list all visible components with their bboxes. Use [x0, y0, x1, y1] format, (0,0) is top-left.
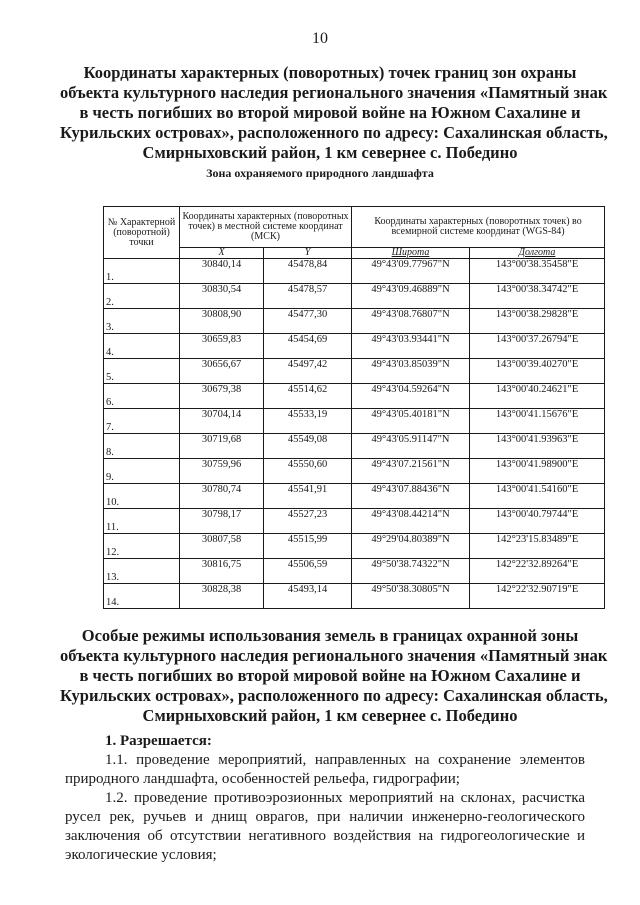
longitude-cell: 143°00'40.79744"E — [470, 509, 605, 534]
point-number-cell: 4. — [104, 334, 180, 359]
y-cell: 45497,42 — [264, 359, 352, 384]
latitude-cell: 49°43'05.91147"N — [352, 434, 470, 459]
document-heading — [60, 63, 608, 163]
header-y: Y — [264, 248, 352, 259]
point-number-cell: 11. — [104, 509, 180, 534]
header-msk-coordinates: Координаты характерных (поворотных точек) в местной системе координат (МСК) — [180, 207, 352, 248]
point-number-cell: 6. — [104, 384, 180, 409]
y-cell: 45514,62 — [264, 384, 352, 409]
point-number-cell: 5. — [104, 359, 180, 384]
y-cell: 45541,91 — [264, 484, 352, 509]
x-cell: 30656,67 — [180, 359, 264, 384]
point-number-cell: 1. — [104, 259, 180, 284]
latitude-cell: 49°43'07.88436"N — [352, 484, 470, 509]
longitude-cell: 143°00'41.98900"E — [470, 459, 605, 484]
section-item: 1.1. проведение мероприятий, направленных на сохранение элементов природного ландшафта, особенностей рельефа, гидрографии; — [65, 752, 585, 787]
heading-line: Особые режимы использования земель в границах охранной зоны — [81, 626, 579, 645]
table-row — [104, 584, 605, 609]
point-number-cell: 3. — [104, 309, 180, 334]
permitted-section — [65, 732, 585, 865]
heading-line: Смирныховский район, 1 км севернее с. Победино — [142, 706, 518, 725]
x-cell: 30828,38 — [180, 584, 264, 609]
longitude-cell: 143°00'41.93963"E — [470, 434, 605, 459]
table-row — [104, 359, 605, 384]
latitude-cell: 49°29'04.80389"N — [352, 534, 470, 559]
heading-line: Курильских островах», расположенного по адресу: Сахалинская область, — [60, 686, 608, 705]
section-title: 1. Разрешается: — [105, 733, 212, 749]
heading-line: Смирныховский район, 1 км севернее с. Победино — [142, 143, 518, 162]
table-row — [104, 259, 605, 284]
latitude-cell: 49°43'03.93441"N — [352, 334, 470, 359]
x-cell: 30830,54 — [180, 284, 264, 309]
table-row — [104, 534, 605, 559]
table-row — [104, 484, 605, 509]
point-number-cell: 13. — [104, 559, 180, 584]
heading-line: объекта культурного наследия регионального значения «Памятный знак — [60, 83, 608, 102]
x-cell: 30816,75 — [180, 559, 264, 584]
y-cell: 45506,59 — [264, 559, 352, 584]
x-cell: 30759,96 — [180, 459, 264, 484]
latitude-cell: 49°43'08.44214"N — [352, 509, 470, 534]
heading-line: в честь погибших во второй мировой войне на Южном Сахалине и — [79, 103, 581, 122]
latitude-cell: 49°43'03.85039"N — [352, 359, 470, 384]
table-row — [104, 409, 605, 434]
header-wgs-coordinates: Координаты характерных (поворотных точек) во всемирной системе координат (WGS-84) — [352, 207, 605, 248]
y-cell: 45550,60 — [264, 459, 352, 484]
table-row — [104, 384, 605, 409]
x-cell: 30798,17 — [180, 509, 264, 534]
table-row — [104, 334, 605, 359]
longitude-cell: 143°00'39.40270"E — [470, 359, 605, 384]
point-number-cell: 9. — [104, 459, 180, 484]
zone-title: Зона охраняемого природного ландшафта — [206, 166, 434, 180]
latitude-cell: 49°43'07.21561"N — [352, 459, 470, 484]
longitude-cell: 143°00'41.15676"E — [470, 409, 605, 434]
point-number-cell: 2. — [104, 284, 180, 309]
x-cell: 30704,14 — [180, 409, 264, 434]
point-number-cell: 7. — [104, 409, 180, 434]
longitude-cell: 143°00'38.29828"E — [470, 309, 605, 334]
heading-line: в честь погибших во второй мировой войне на Южном Сахалине и — [79, 666, 581, 685]
latitude-cell: 49°43'09.46889"N — [352, 284, 470, 309]
header-latitude: Широта — [352, 248, 470, 259]
latitude-cell: 49°43'09.77967"N — [352, 259, 470, 284]
section-heading — [60, 626, 608, 726]
y-cell: 45527,23 — [264, 509, 352, 534]
point-number-cell: 8. — [104, 434, 180, 459]
table-row — [104, 509, 605, 534]
page-number: 10 — [312, 30, 328, 47]
latitude-cell: 49°43'04.59264"N — [352, 384, 470, 409]
x-cell: 30679,38 — [180, 384, 264, 409]
longitude-cell: 142°22'32.89264"E — [470, 559, 605, 584]
coordinates-table — [103, 206, 605, 609]
longitude-cell: 143°00'37.26794"E — [470, 334, 605, 359]
longitude-cell: 142°23'15.83489"E — [470, 534, 605, 559]
heading-line: Координаты характерных (поворотных) точек границ зон охраны — [83, 63, 577, 82]
table-row — [104, 284, 605, 309]
y-cell: 45515,99 — [264, 534, 352, 559]
section-item: 1.2. проведение противоэрозионных мероприятий на склонах, расчистка русел рек, ручьев и днищ оврагов, при наличии инженерно-геологического заключения об отсутствии негативного воздействия на гидрогеологические и экологические условия; — [65, 790, 585, 863]
y-cell: 45478,57 — [264, 284, 352, 309]
header-x: X — [180, 248, 264, 259]
table-row — [104, 309, 605, 334]
longitude-cell: 143°00'41.54160"E — [470, 484, 605, 509]
longitude-cell: 143°00'38.35458"E — [470, 259, 605, 284]
latitude-cell: 49°43'08.76807"N — [352, 309, 470, 334]
longitude-cell: 143°00'40.24621"E — [470, 384, 605, 409]
y-cell: 45493,14 — [264, 584, 352, 609]
x-cell: 30659,83 — [180, 334, 264, 359]
x-cell: 30807,58 — [180, 534, 264, 559]
y-cell: 45454,69 — [264, 334, 352, 359]
x-cell: 30780,74 — [180, 484, 264, 509]
heading-line: Курильских островах», расположенного по адресу: Сахалинская область, — [60, 123, 608, 142]
point-number-cell: 14. — [104, 584, 180, 609]
coordinates-table-body — [104, 259, 605, 609]
heading-line: объекта культурного наследия регионального значения «Памятный знак — [60, 646, 608, 665]
y-cell: 45478,84 — [264, 259, 352, 284]
point-number-cell: 10. — [104, 484, 180, 509]
latitude-cell: 49°50'38.74322"N — [352, 559, 470, 584]
point-number-cell: 12. — [104, 534, 180, 559]
header-point-number: № Характерной (поворотной) точки — [104, 207, 180, 259]
x-cell: 30719,68 — [180, 434, 264, 459]
y-cell: 45533,19 — [264, 409, 352, 434]
x-cell: 30808,90 — [180, 309, 264, 334]
table-row — [104, 559, 605, 584]
header-longitude: Долгота — [470, 248, 605, 259]
table-row — [104, 434, 605, 459]
table-row — [104, 459, 605, 484]
latitude-cell: 49°43'05.40181"N — [352, 409, 470, 434]
y-cell: 45549,08 — [264, 434, 352, 459]
longitude-cell: 143°00'38.34742"E — [470, 284, 605, 309]
latitude-cell: 49°50'38.30805"N — [352, 584, 470, 609]
longitude-cell: 142°22'32.90719"E — [470, 584, 605, 609]
y-cell: 45477,30 — [264, 309, 352, 334]
x-cell: 30840,14 — [180, 259, 264, 284]
